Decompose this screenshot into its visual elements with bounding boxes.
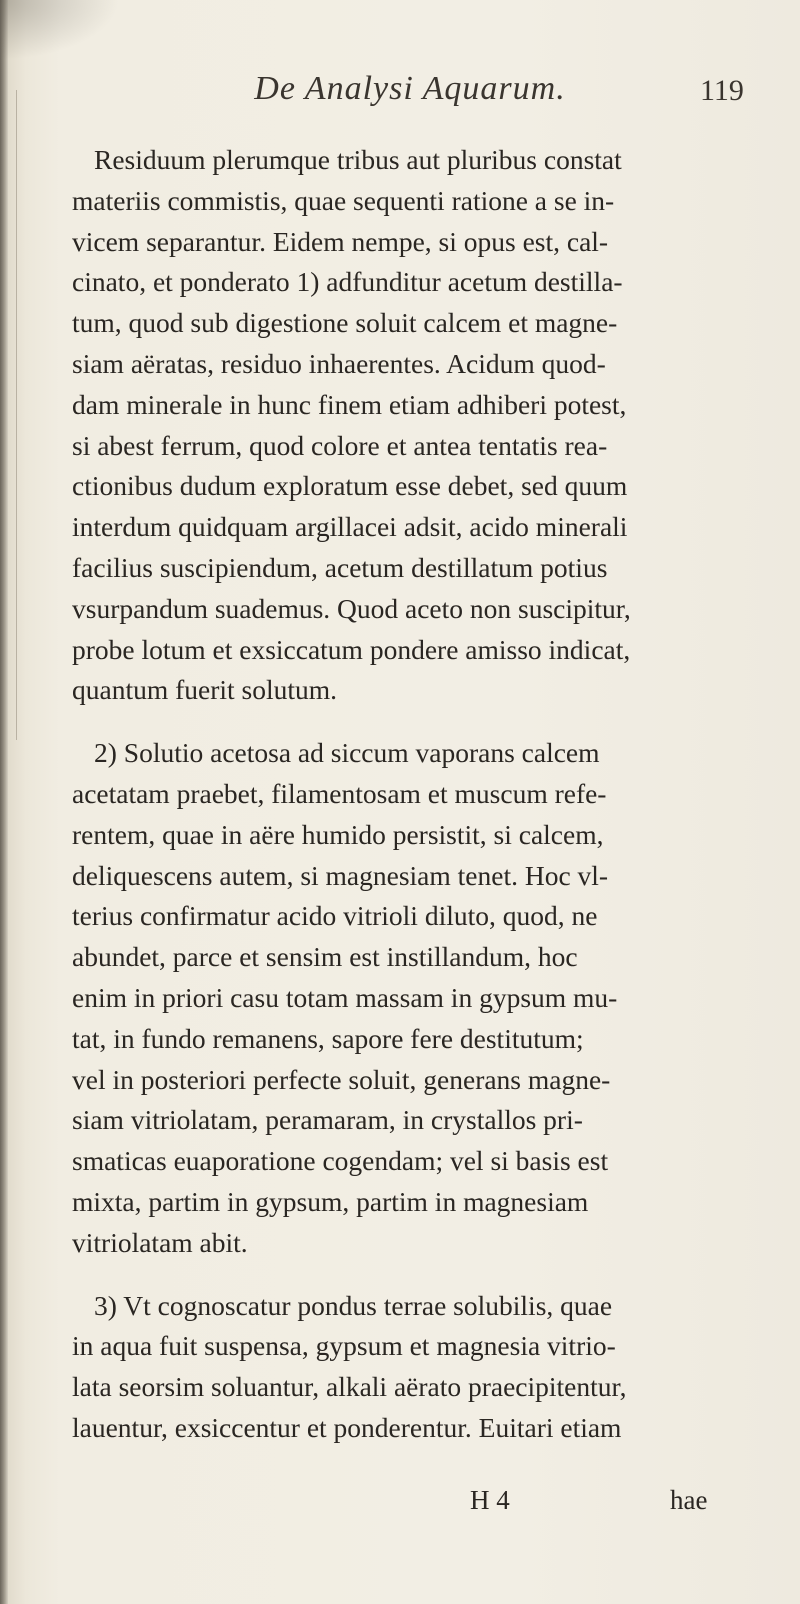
text-line: lata seorsim soluantur, alkali aërato praecipitentur, <box>72 1371 627 1403</box>
text-line: vitriolatam abit. <box>72 1226 248 1258</box>
text-line: smaticas euaporatione cogendam; vel si basis est <box>72 1145 609 1177</box>
text-line: 3) Vt cognoscatur pondus terrae solubilis, quae <box>94 1289 613 1321</box>
body-text <box>72 140 772 1449</box>
text-line: vsurpandum suademus. Quod aceto non suscipitur, <box>72 592 631 624</box>
text-line: ctionibus dudum exploratum esse debet, sed quum <box>72 470 628 502</box>
text-line: mixta, partim in gypsum, partim in magnesiam <box>72 1185 589 1217</box>
text-line: siam vitriolatam, peramaram, in crystallos pri- <box>72 1104 583 1136</box>
text-line: rentem, quae in aëre humido persistit, si calcem, <box>72 818 604 850</box>
text-line: deliquescens autem, si magnesiam tenet. Hoc vl- <box>72 859 609 891</box>
gutter-edge-line <box>16 90 17 740</box>
text-line: cinato, et ponderato 1) adfunditur acetum destilla- <box>72 266 623 298</box>
signature-mark: H 4 <box>470 1485 510 1515</box>
text-line: lauentur, exsiccentur et ponderentur. Euitari etiam <box>72 1411 622 1443</box>
paragraph-1 <box>72 140 772 711</box>
text-line: Residuum plerumque tribus aut pluribus constat <box>94 144 622 175</box>
text-line: terius confirmatur acido vitrioli diluto, quod, ne <box>72 900 598 932</box>
text-line: facilius suscipiendum, acetum destillatum potius <box>72 551 608 583</box>
text-line: interdum quidquam argillacei adsit, acido minerali <box>72 511 628 543</box>
text-line: siam aëratas, residuo inhaerentes. Acidum quod- <box>72 347 606 379</box>
text-line: probe lotum et exsiccatum pondere amisso indicat, <box>72 633 631 665</box>
text-line: 2) Solutio acetosa ad siccum vaporans calcem <box>94 737 600 769</box>
corner-shadow <box>0 0 120 60</box>
text-line: materiis commistis, quae sequenti ratione a se in- <box>72 184 615 216</box>
text-line: vicem separantur. Eidem nempe, si opus est, cal- <box>72 225 609 257</box>
paragraph-3 <box>72 1286 772 1449</box>
text-line: in aqua fuit suspensa, gypsum et magnesia vitrio- <box>72 1330 616 1362</box>
paragraph-2 <box>72 733 772 1263</box>
page-footer <box>0 1485 800 1525</box>
text-line: tum, quod sub digestione soluit calcem et magne- <box>72 307 618 339</box>
text-line: tat, in fundo remanens, sapore fere destitutum; <box>72 1022 584 1054</box>
text-line: vel in posteriori perfecte soluit, generans magne- <box>72 1063 611 1095</box>
page-header <box>0 70 800 130</box>
page-gutter <box>0 0 8 1604</box>
text-line: dam minerale in hunc finem etiam adhiberi potest, <box>72 388 627 420</box>
text-line: enim in priori casu totam massam in gypsum mu- <box>72 981 618 1013</box>
text-line: quantum fuerit solutum. <box>72 674 338 706</box>
running-title: De Analysi Aquarum. <box>254 70 566 107</box>
catchword: hae <box>670 1485 708 1515</box>
text-line: si abest ferrum, quod colore et antea tentatis rea- <box>72 429 608 461</box>
text-line: abundet, parce et sensim est instillandum, hoc <box>72 941 578 973</box>
text-line: acetatam praebet, filamentosam et muscum refe- <box>72 777 607 809</box>
page-number: 119 <box>700 74 744 107</box>
